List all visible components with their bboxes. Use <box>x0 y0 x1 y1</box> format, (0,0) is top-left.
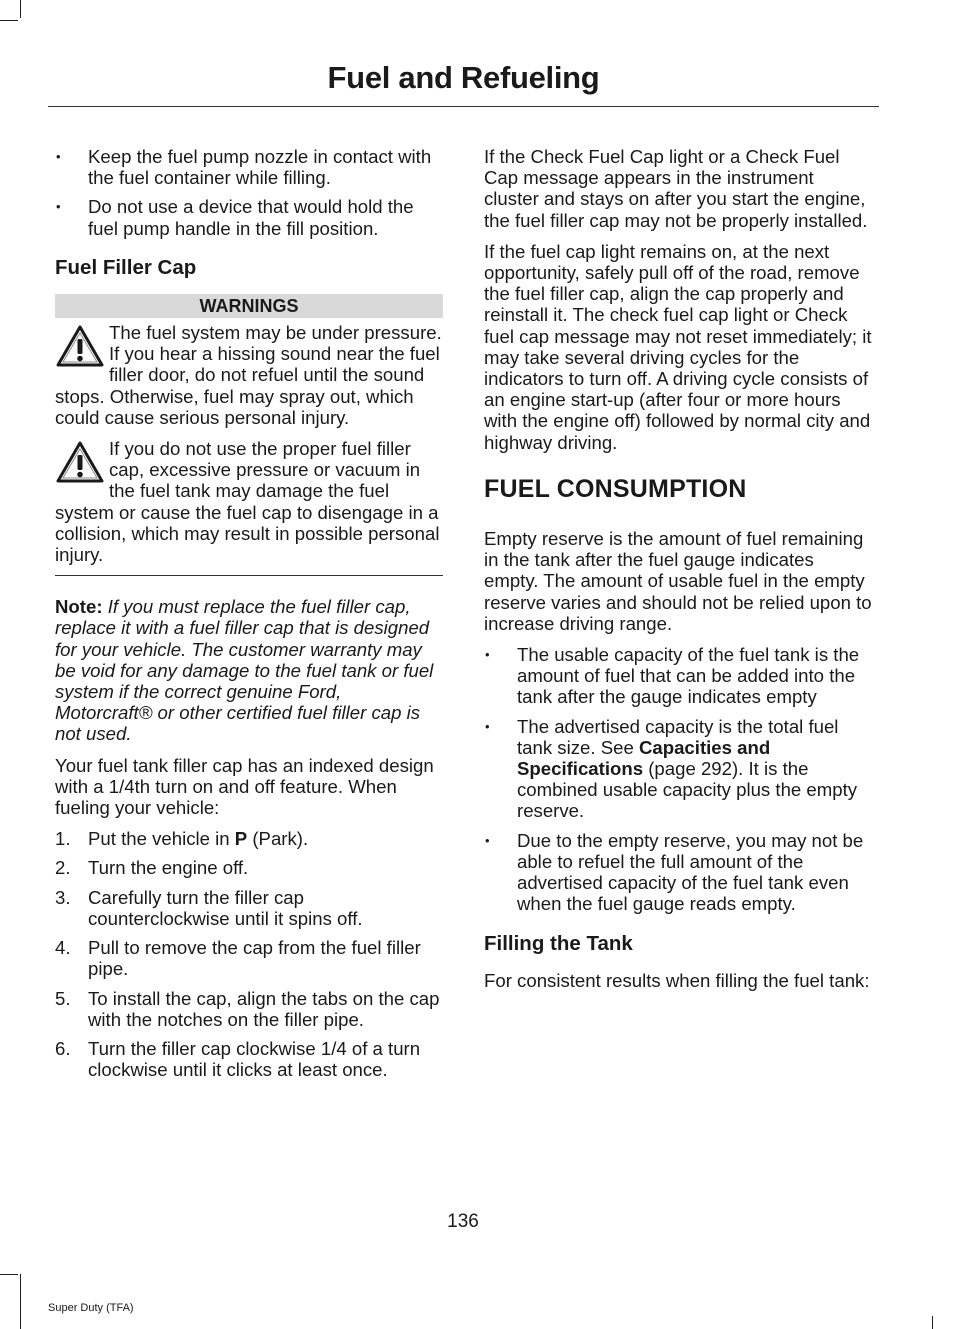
note-text: If you must replace the fuel filler cap, replace it with a fuel filler cap that is designed for your vehicle. The customer warranty may be void for any damage to the fuel tank or fuel system if the correct genuine Ford, Motorcraft® or other certified fuel filler cap is not used. <box>55 596 434 745</box>
footer-label: Super Duty (TFA) <box>48 1302 134 1314</box>
bullet-list <box>55 146 443 239</box>
step-number: 2. <box>55 857 71 879</box>
step-text: Turn the filler cap clockwise 1/4 of a turn clockwise until it clicks at least once. <box>88 1037 421 1081</box>
body-paragraph: Empty reserve is the amount of fuel remaining in the tank after the fuel gauge indicates empty. The amount of usable fuel in the empty reserve varies and should not be relied upon to increase driving range. <box>484 528 872 634</box>
step-text: Pull to remove the cap from the fuel filler pipe. <box>88 937 421 980</box>
warning-item <box>55 438 443 565</box>
crop-mark <box>932 1316 933 1329</box>
list-item: • Do not use a device that would hold the fuel pump handle in the fill position. <box>55 196 443 238</box>
page-number: 136 <box>447 1211 479 1232</box>
capacities-link[interactable]: Capacities and Specifications <box>517 736 771 780</box>
warning-triangle-icon <box>55 440 105 484</box>
crop-mark <box>20 1274 21 1329</box>
crop-mark <box>20 0 21 18</box>
step-number: 1. <box>55 828 71 850</box>
warnings-header: WARNINGS <box>55 294 443 318</box>
warning-text: If you do not use the proper fuel filler cap, excessive pressure or vacuum in the fuel tank may damage the fuel system or cause the fuel cap to disengage in a collision, which may result in possible personal injury. <box>55 438 440 566</box>
divider <box>55 575 443 576</box>
step-number: 6. <box>55 1037 71 1059</box>
list-item: • Keep the fuel pump nozzle in contact with the fuel container while filling. <box>55 146 443 188</box>
fuel-filler-cap-heading: Fuel Filler Cap <box>55 255 197 279</box>
step-text: Turn the engine off. <box>88 857 249 879</box>
park-label: P <box>234 828 248 850</box>
body-paragraph: If the fuel cap light remains on, at the next opportunity, safely pull off of the road, remove the fuel filler cap, align the cap properly and reinstall it. The check fuel cap light or Check fuel cap message may not reset immediately; it may take several driving cycles for the indicators to turn off. A driving cycle consists of an engine start-up (after four or more hours with the engine off) followed by normal city and highway driving. <box>484 240 872 453</box>
list-item <box>55 1038 443 1080</box>
list-item <box>55 857 443 878</box>
list-item: • Due to the empty reserve, you may not be able to refuel the full amount of the advertised capacity of the fuel tank even when the fuel gauge reads empty. <box>484 830 873 915</box>
list-item <box>55 887 443 929</box>
left-column <box>55 146 443 1090</box>
step-text: Put the vehicle in <box>88 828 235 850</box>
bullet-list <box>484 644 873 914</box>
fuel-consumption-heading: FUEL CONSUMPTION <box>484 474 747 503</box>
intro-paragraph: Your fuel tank filler cap has an indexed design with a 1/4th turn on and off feature. When fueling your vehicle: <box>55 754 434 819</box>
right-column <box>484 146 873 1001</box>
steps-list <box>55 828 443 1080</box>
warning-triangle-icon <box>55 324 105 368</box>
crop-mark <box>0 20 18 21</box>
list-item <box>55 937 443 979</box>
warning-item <box>55 322 443 428</box>
filling-tank-heading: Filling the Tank <box>484 931 633 955</box>
step-number: 3. <box>55 886 71 908</box>
body-paragraph: If the Check Fuel Cap light or a Check Fuel Cap message appears in the instrument cluster and stays on after you start the engine, the fuel filler cap may not be properly installed. <box>484 146 868 231</box>
list-item <box>484 716 873 822</box>
note-paragraph <box>55 596 443 744</box>
step-text: (Park). <box>247 828 309 850</box>
step-text: To install the cap, align the tabs on the cap with the notches on the filler pipe. <box>88 987 440 1030</box>
list-item: • The usable capacity of the fuel tank is the amount of fuel that can be added into the tank after the gauge indicates empty <box>484 644 873 708</box>
bullet-text: The advertised capacity is the total fuel tank size. See <box>517 715 839 758</box>
crop-mark <box>0 1274 18 1275</box>
step-number: 4. <box>55 937 71 959</box>
step-number: 5. <box>55 987 71 1009</box>
page-header <box>48 56 879 107</box>
bullet-text: (page 292). It is the combined usable capacity plus the empty reserve. <box>517 758 858 822</box>
step-text: Carefully turn the filler cap counterclockwise until it spins off. <box>88 886 363 929</box>
list-item <box>55 988 443 1030</box>
body-paragraph: For consistent results when filling the fuel tank: <box>484 969 870 991</box>
list-item <box>55 828 443 849</box>
page-title: Fuel and Refueling <box>327 60 600 95</box>
note-label: Note: <box>55 596 103 618</box>
warning-text: The fuel system may be under pressure. If you hear a hissing sound near the fuel filler door, do not refuel until the sound stops. Otherwise, fuel may spray out, which could cause serious personal injury. <box>55 322 442 428</box>
